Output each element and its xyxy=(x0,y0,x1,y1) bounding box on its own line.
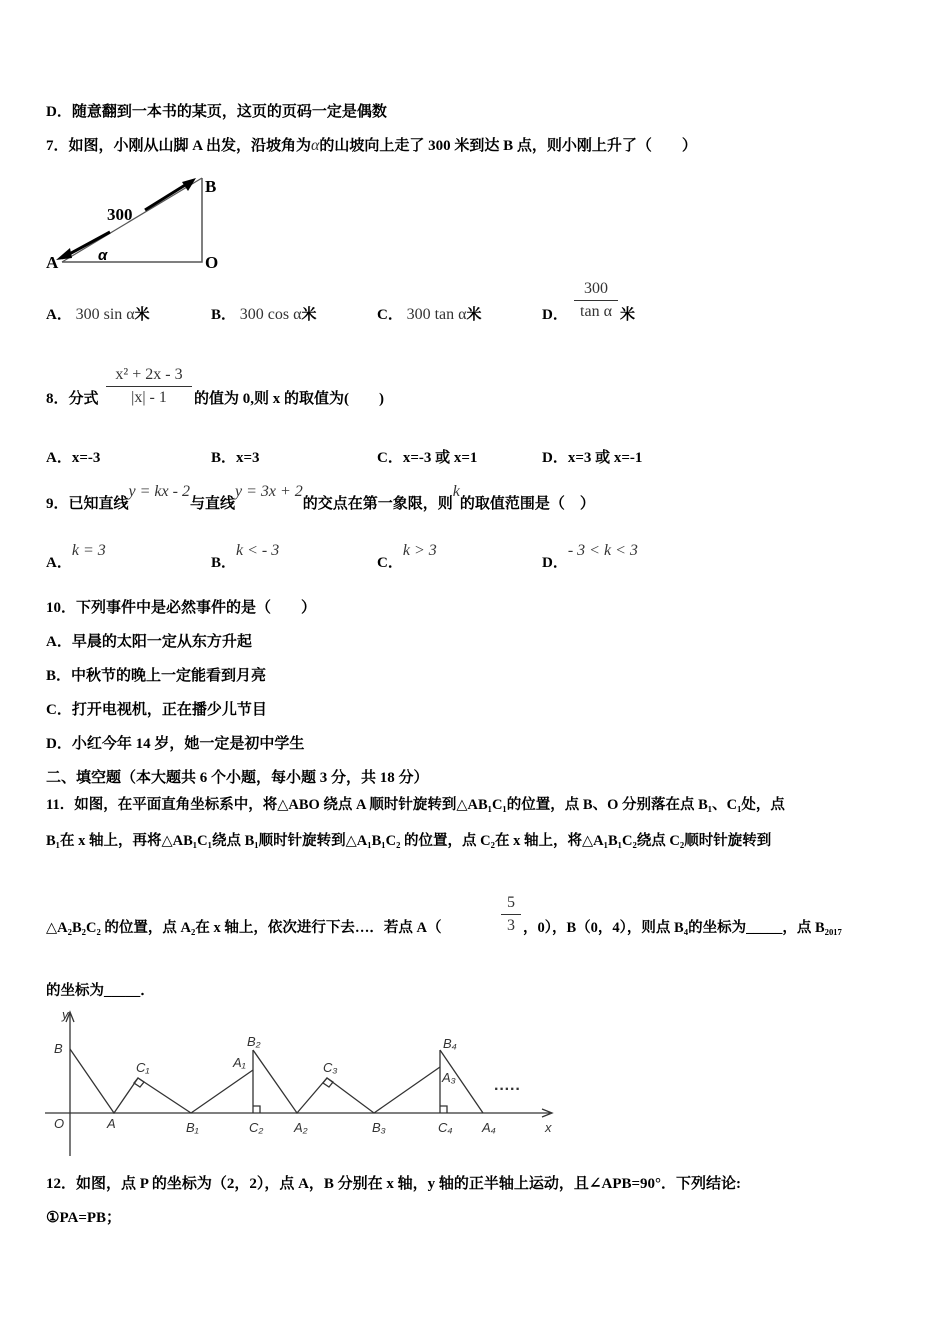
q11-fraction: 5 3 xyxy=(501,894,521,935)
q10-option-c[interactable]: C．打开电视机，正在播少儿节目 xyxy=(46,702,267,718)
q11-line2: B₁在 x 轴上，再将△AB₁C₁绕点 B₁顺时针旋转到△A₁B₁C₂ 的位置，点 C₂在 x 轴上，将△A₁B₁C₂绕点 C₂顺时针旋转到 xyxy=(46,833,772,849)
q8-fraction: x² + 2x - 3 |x| - 1 xyxy=(106,366,192,407)
q7-stem: 7．如图，小刚从山脚 A 出发，沿坡角为α的山坡向上走了 300 米到达 B 点，则小刚上升了（ ） xyxy=(46,137,697,154)
q11-line1: 11．如图，在平面直角坐标系中，将△ABO 绕点 A 顺时针旋转到△AB₁C₁的位置，点 B、O 分别落在点 B₁、C₁处，点 xyxy=(46,797,785,813)
q10-option-a[interactable]: A．早晨的太阳一定从东方升起 xyxy=(46,634,252,650)
q9-option-c[interactable]: C．k > 3 xyxy=(377,542,437,571)
svg-text:A₃: A₃ xyxy=(442,1070,456,1085)
q10-option-d[interactable]: D．小红今年 14 岁，她一定是初中学生 xyxy=(46,736,305,752)
q8-option-d[interactable]: D．x=3 或 x=-1 xyxy=(542,450,643,466)
q10-stem: 10．下列事件中是必然事件的是（ ） xyxy=(46,600,317,616)
q10-option-b[interactable]: B．中秋节的晚上一定能看到月亮 xyxy=(46,668,267,684)
q8-option-a[interactable]: A．x=-3 xyxy=(46,450,101,466)
svg-text:A₄: A₄ xyxy=(482,1120,496,1135)
svg-text:C₃: C₃ xyxy=(323,1060,338,1075)
q7-option-b[interactable]: B． 300 cos α米 xyxy=(211,306,317,323)
q11-line3b: ，0），B（0，4），则点 B₄的坐标为_____，点 B₂₀₁₇ xyxy=(523,920,842,936)
svg-text:B₄: B₄ xyxy=(443,1036,457,1051)
q7-option-a[interactable]: A． 300 sin α米 xyxy=(46,306,150,323)
q8-stem-a: 8．分式 xyxy=(46,391,99,407)
q8-option-c[interactable]: C．x=-3 或 x=1 xyxy=(377,450,478,466)
q8-stem-b: 的值为 0,则 x 的取值为( ) xyxy=(194,391,384,407)
svg-text:x: x xyxy=(545,1120,552,1135)
svg-text:A₁: A₁ xyxy=(233,1055,246,1070)
q11-rotation-figure xyxy=(40,1010,570,1160)
svg-text:B: B xyxy=(54,1041,63,1056)
svg-text:B: B xyxy=(205,177,217,196)
q11-line3a: △A₂B₂C₂ 的位置，点 A₂在 x 轴上，依次进行下去…．若点 A（ xyxy=(46,920,442,936)
q7-option-d-unit: 米 xyxy=(620,307,636,323)
svg-text:A₂: A₂ xyxy=(294,1120,308,1135)
section-heading: 二、填空题（本大题共 6 个小题，每小题 3 分，共 18 分） xyxy=(46,770,429,786)
q7-option-d[interactable]: D． xyxy=(542,307,568,323)
q12-conclusion-1: ①PA=PB； xyxy=(46,1210,122,1226)
svg-text:y: y xyxy=(62,1010,69,1022)
svg-text:α: α xyxy=(98,247,108,264)
q9-option-d[interactable]: D．- 3 < k < 3 xyxy=(542,542,638,571)
svg-text:C₁: C₁ xyxy=(136,1060,150,1075)
svg-text:A: A xyxy=(107,1116,116,1131)
svg-text:A: A xyxy=(46,253,59,270)
q7-option-c[interactable]: C． 300 tan α米 xyxy=(377,306,482,323)
svg-text:B₃: B₃ xyxy=(372,1120,386,1135)
svg-text:O: O xyxy=(205,253,219,270)
q9-stem: 9．已知直线y = kx - 2与直线y = 3x + 2的交点在第一象限，则k的取值范围是（ ） xyxy=(46,483,595,512)
svg-text:·····: ····· xyxy=(494,1081,521,1098)
svg-text:C₄: C₄ xyxy=(438,1120,453,1135)
q11-line4: 的坐标为_____． xyxy=(46,983,155,999)
q8-option-b[interactable]: B．x=3 xyxy=(211,450,260,466)
q9-option-a[interactable]: A．k = 3 xyxy=(46,542,106,571)
q7-option-d-fraction: 300 tan α xyxy=(574,280,618,321)
svg-text:O: O xyxy=(54,1116,65,1131)
q7-slope-figure xyxy=(40,170,230,270)
q12-stem: 12．如图，点 P 的坐标为（2，2），点 A，B 分别在 x 轴，y 轴的正半轴上运动，且∠APB=90°．下列结论: xyxy=(46,1176,742,1192)
svg-text:B₁: B₁ xyxy=(186,1120,199,1135)
svg-text:B₂: B₂ xyxy=(247,1034,261,1049)
svg-text:C₂: C₂ xyxy=(249,1120,264,1135)
svg-text:300: 300 xyxy=(107,205,133,224)
q6-option-d: D．随意翻到一本书的某页，这页的页码一定是偶数 xyxy=(46,104,387,120)
q9-option-b[interactable]: B．k < - 3 xyxy=(211,542,280,571)
